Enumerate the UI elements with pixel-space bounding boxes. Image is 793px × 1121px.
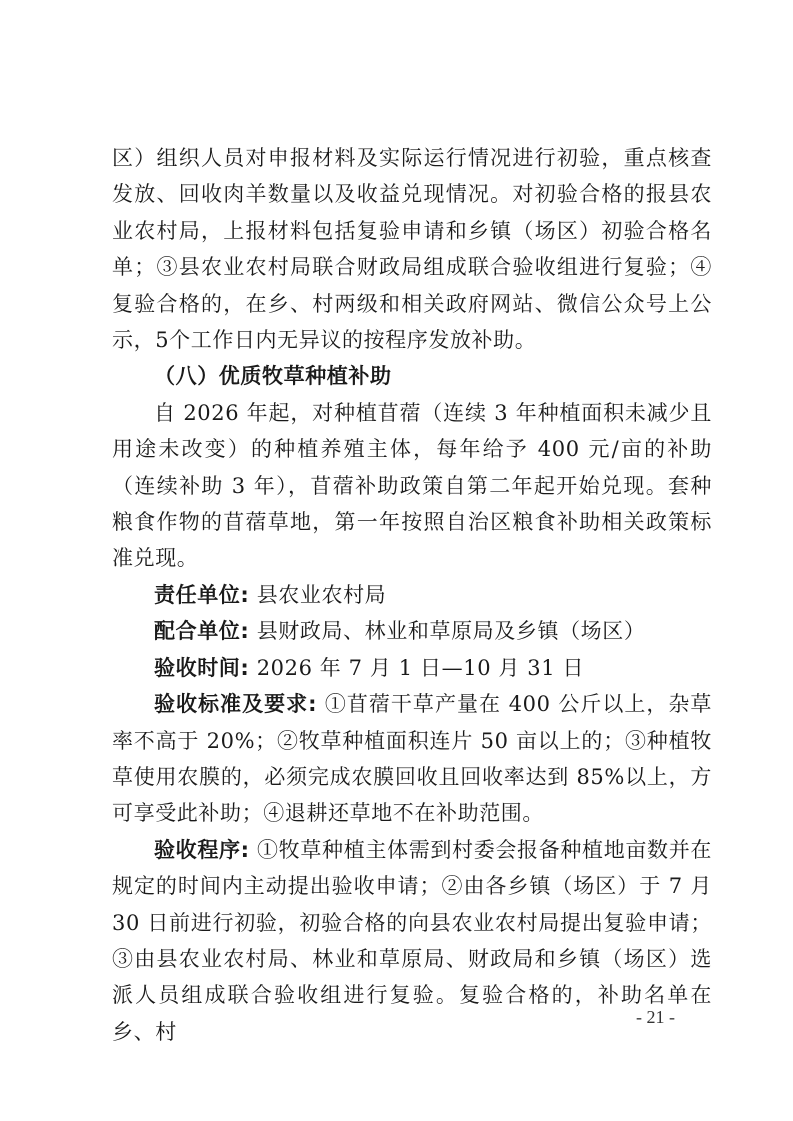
acceptance-time-line — [112, 650, 712, 686]
responsible-unit-line — [112, 577, 712, 613]
responsible-unit-value: 县农业农村局 — [256, 582, 387, 607]
acceptance-procedure-paragraph — [112, 832, 712, 1050]
acceptance-standards-paragraph — [112, 686, 712, 832]
cooperating-units-label: 配合单位: — [154, 619, 250, 644]
document-body — [112, 140, 712, 1050]
acceptance-procedure-label: 验收程序: — [154, 837, 250, 862]
cooperating-units-value: 县财政局、林业和草原局及乡镇（场区） — [256, 619, 646, 644]
acceptance-time-label: 验收时间: — [154, 655, 250, 680]
continued-paragraph: 区）组织人员对申报材料及实际运行情况进行初验，重点核查发放、回收肉羊数量以及收益兑现情况。对初验合格的报县农业农村局，上报材料包括复验申请和乡镇（场区）初验合格名单；③县农业农村局联合财政局组成联合验收组进行复验；④复验合格的，在乡、村两级和相关政府网站、微信公众号上公示，5个工作日内无异议的按程序发放补助。 — [112, 146, 712, 353]
acceptance-procedure-value: ①牧草种植主体需到村委会报备种植地亩数并在规定的时间内主动提出验收申请；②由各乡镇（场区）于 7 月 30 日前进行初验，初验合格的向县农业农村局提出复验申请；③由县农业农村局、林业和草原局、财政局和乡镇（场区）选派人员组成联合验收组进行复验。复验合格的，补助名单在乡、村 — [112, 837, 712, 1044]
acceptance-standards-label: 验收标准及要求: — [154, 692, 318, 717]
acceptance-time-value: 2026 年 7 月 1 日—10 月 31 日 — [256, 655, 585, 680]
page-number: - 21 - — [636, 1007, 675, 1027]
intro-paragraph: 自 2026 年起，对种植苜蓿（连续 3 年种植面积未减少且用途未改变）的种植养殖主体，每年给予 400 元/亩的补助（连续补助 3 年），苜蓿补助政策自第二年起开始兑现。套种粮食作物的苜蓿草地，第一年按照自治区粮食补助相关政策标准兑现。 — [112, 400, 712, 571]
acceptance-standards-value: ①苜蓿干草产量在 400 公斤以上，杂草率不高于 20%；②牧草种植面积连片 50 亩以上的；③种植牧草使用农膜的，必须完成农膜回收且回收率达到 85%以上，方可享受此补助；④退耕还草地不在补助范围。 — [112, 692, 712, 826]
cooperating-units-line — [112, 613, 712, 649]
section-heading: （八）优质牧草种植补助 — [154, 364, 392, 389]
responsible-unit-label: 责任单位: — [154, 582, 250, 607]
